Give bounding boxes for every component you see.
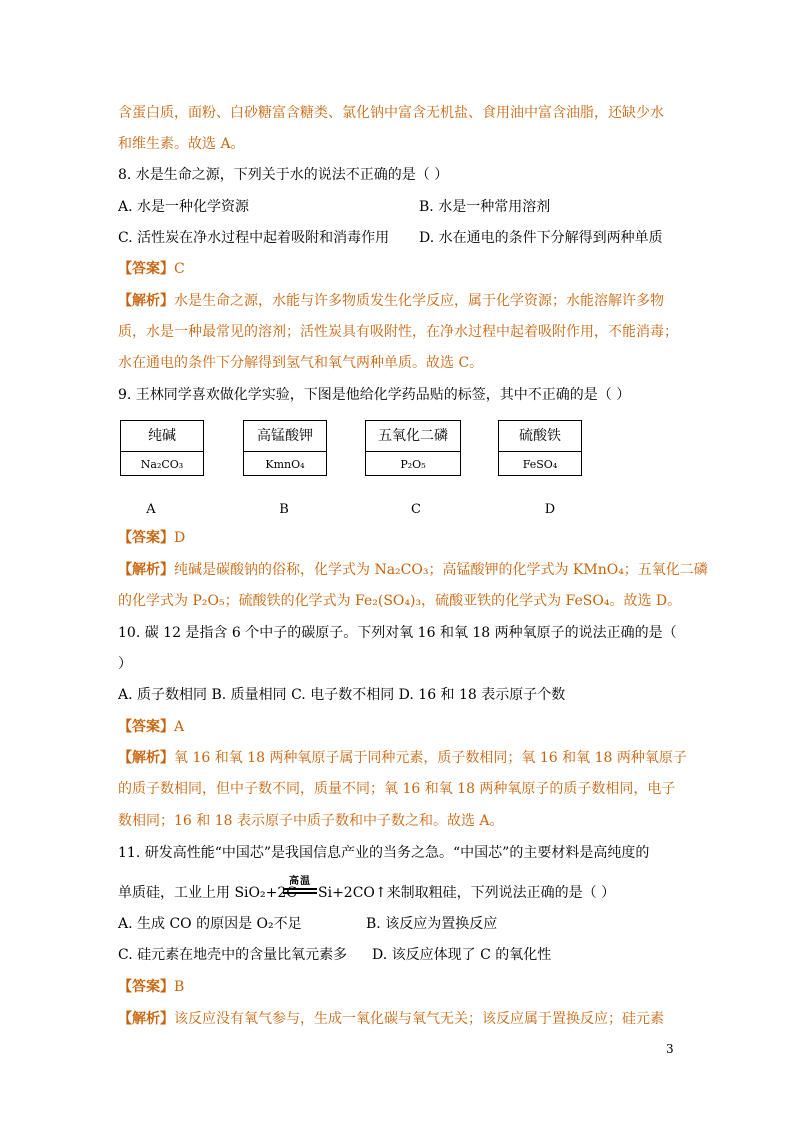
q8-explanation-line-1 — [118, 291, 664, 311]
explanation-text: 水是生命之源，水能与许多物质发生化学反应，属于化学资源；水能溶解许多物 — [174, 293, 664, 309]
equals-sign-icon — [283, 888, 317, 894]
q8-option-d: D. 水在通电的条件下分解得到两种单质 — [419, 230, 663, 246]
q11-answer — [118, 977, 184, 997]
label-a — [120, 420, 204, 476]
q10-stem-line-2: ） — [118, 656, 132, 672]
q10-explanation-line-2: 的质子数相同，但中子数不同，质量不同；氧 16 和氧 18 两种氧原子的质子数相同，电子 — [118, 781, 676, 797]
q9-stem: 9. 王林同学喜欢做化学实验，下图是他给化学药品贴的标签，其中不正确的是（ ） — [118, 387, 631, 403]
label-letter-b: B — [279, 502, 289, 517]
label-letter-d: D — [544, 502, 556, 517]
label-a-formula: Na₂CO₃ — [140, 458, 184, 471]
page-number: 3 — [666, 1042, 674, 1056]
label-letter-c: C — [411, 502, 421, 517]
q11-option-a: A. 生成 CO 的原因是 O₂不足 — [118, 916, 302, 932]
q11-stem-line-2-post: Si+2CO↑来制取粗硅，下列说法正确的是（ ） — [318, 885, 616, 901]
explanation-tag: 【解析】 — [118, 562, 174, 578]
label-letter-a: A — [146, 502, 156, 517]
label-d — [498, 420, 582, 476]
label-c — [365, 420, 461, 476]
q10-options: A. 质子数相同 B. 质量相同 C. 电子数不相同 D. 16 和 18 表示原子个数 — [118, 687, 566, 703]
q10-explanation-line-1 — [118, 748, 687, 768]
q11-explanation-line-1 — [118, 1009, 664, 1029]
answer-value: B — [174, 979, 185, 995]
label-d-formula: FeSO₄ — [522, 458, 558, 471]
q10-explanation-line-3: 数相同；16 和 18 表示原子中质子数和中子数之和。故选 A。 — [118, 813, 504, 829]
label-b — [243, 420, 327, 476]
q8-option-b: B. 水是一种常用溶剂 — [419, 199, 551, 215]
q9-answer — [118, 528, 185, 548]
q11-option-c: C. 硅元素在地壳中的含量比氧元素多 — [118, 947, 348, 963]
q8-explanation-line-3: 水在通电的条件下分解得到氢气和氧气两种单质。故选 C。 — [118, 355, 484, 371]
answer-value: A — [174, 719, 185, 735]
q8-option-a: A. 水是一种化学资源 — [118, 199, 250, 215]
q10-answer — [118, 717, 184, 737]
q11-option-d: D. 该反应体现了 C 的氧化性 — [372, 947, 552, 963]
label-a-name: 纯碱 — [121, 421, 203, 452]
explanation-text: 氧 16 和氧 18 两种氧原子属于同种元素，质子数相同；氧 16 和氧 18 两种氧原子 — [174, 750, 687, 766]
label-c-name: 五氧化二磷 — [366, 421, 460, 452]
q11-option-b: B. 该反应为置换反应 — [366, 916, 498, 932]
explanation-tag: 【解析】 — [118, 293, 174, 309]
label-b-formula: KmnO₄ — [265, 458, 305, 471]
label-b-name: 高锰酸钾 — [244, 421, 326, 452]
explanation-tag: 【解析】 — [118, 750, 174, 766]
reaction-condition: 高温 — [289, 876, 311, 887]
q11-stem-line-2-pre: 单质硅，工业上用 SiO₂+2C — [118, 885, 297, 901]
explanation-tag: 【解析】 — [118, 1011, 174, 1027]
explanation-text: 该反应没有氧气参与，生成一氧化碳与氧气无关；该反应属于置换反应；硅元素 — [174, 1011, 664, 1027]
answer-value: D — [174, 530, 186, 546]
answer-tag: 【答案】 — [118, 530, 174, 546]
prev-explanation-line-1: 含蛋白质，面粉、白砂糖富含糖类、氯化钠中富含无机盐、食用油中富含油脂，还缺少水 — [118, 105, 664, 121]
q8-explanation-line-2: 质，水是一种最常见的溶剂；活性炭具有吸附性，在净水过程中起着吸附作用，不能消毒； — [118, 324, 678, 340]
q10-stem-line-1: 10. 碳 12 是指含 6 个中子的碳原子。下列对氧 16 和氧 18 两种氧原子的说法正确的是（ — [118, 625, 677, 641]
prev-explanation-line-2: 和维生素。故选 A。 — [118, 136, 245, 152]
answer-tag: 【答案】 — [118, 719, 174, 735]
answer-tag: 【答案】 — [118, 979, 174, 995]
q8-option-c: C. 活性炭在净水过程中起着吸附和消毒作用 — [118, 230, 390, 246]
q11-stem-line-1: 11. 研发高性能“中国芯”是我国信息产业的当务之急。“中国芯”的主要材料是高纯度的 — [118, 845, 650, 861]
q8-answer — [118, 259, 185, 279]
answer-value: C — [174, 261, 185, 277]
q9-explanation-line-1 — [118, 560, 708, 580]
label-c-formula: P₂O₅ — [400, 458, 426, 471]
reaction-arrow — [283, 876, 317, 894]
q8-stem: 8. 水是生命之源，下列关于水的说法不正确的是（ ） — [118, 167, 449, 183]
explanation-text: 纯碱是碳酸钠的俗称，化学式为 Na₂CO₃；高锰酸钾的化学式为 KMnO₄；五氧化二磷 — [174, 562, 708, 578]
answer-tag: 【答案】 — [118, 261, 174, 277]
q9-explanation-line-2: 的化学式为 P₂O₅；硫酸铁的化学式为 Fe₂(SO₄)₃，硫酸亚铁的化学式为 FeSO₄。故选 D。 — [118, 593, 682, 609]
label-d-name: 硫酸铁 — [499, 421, 581, 452]
